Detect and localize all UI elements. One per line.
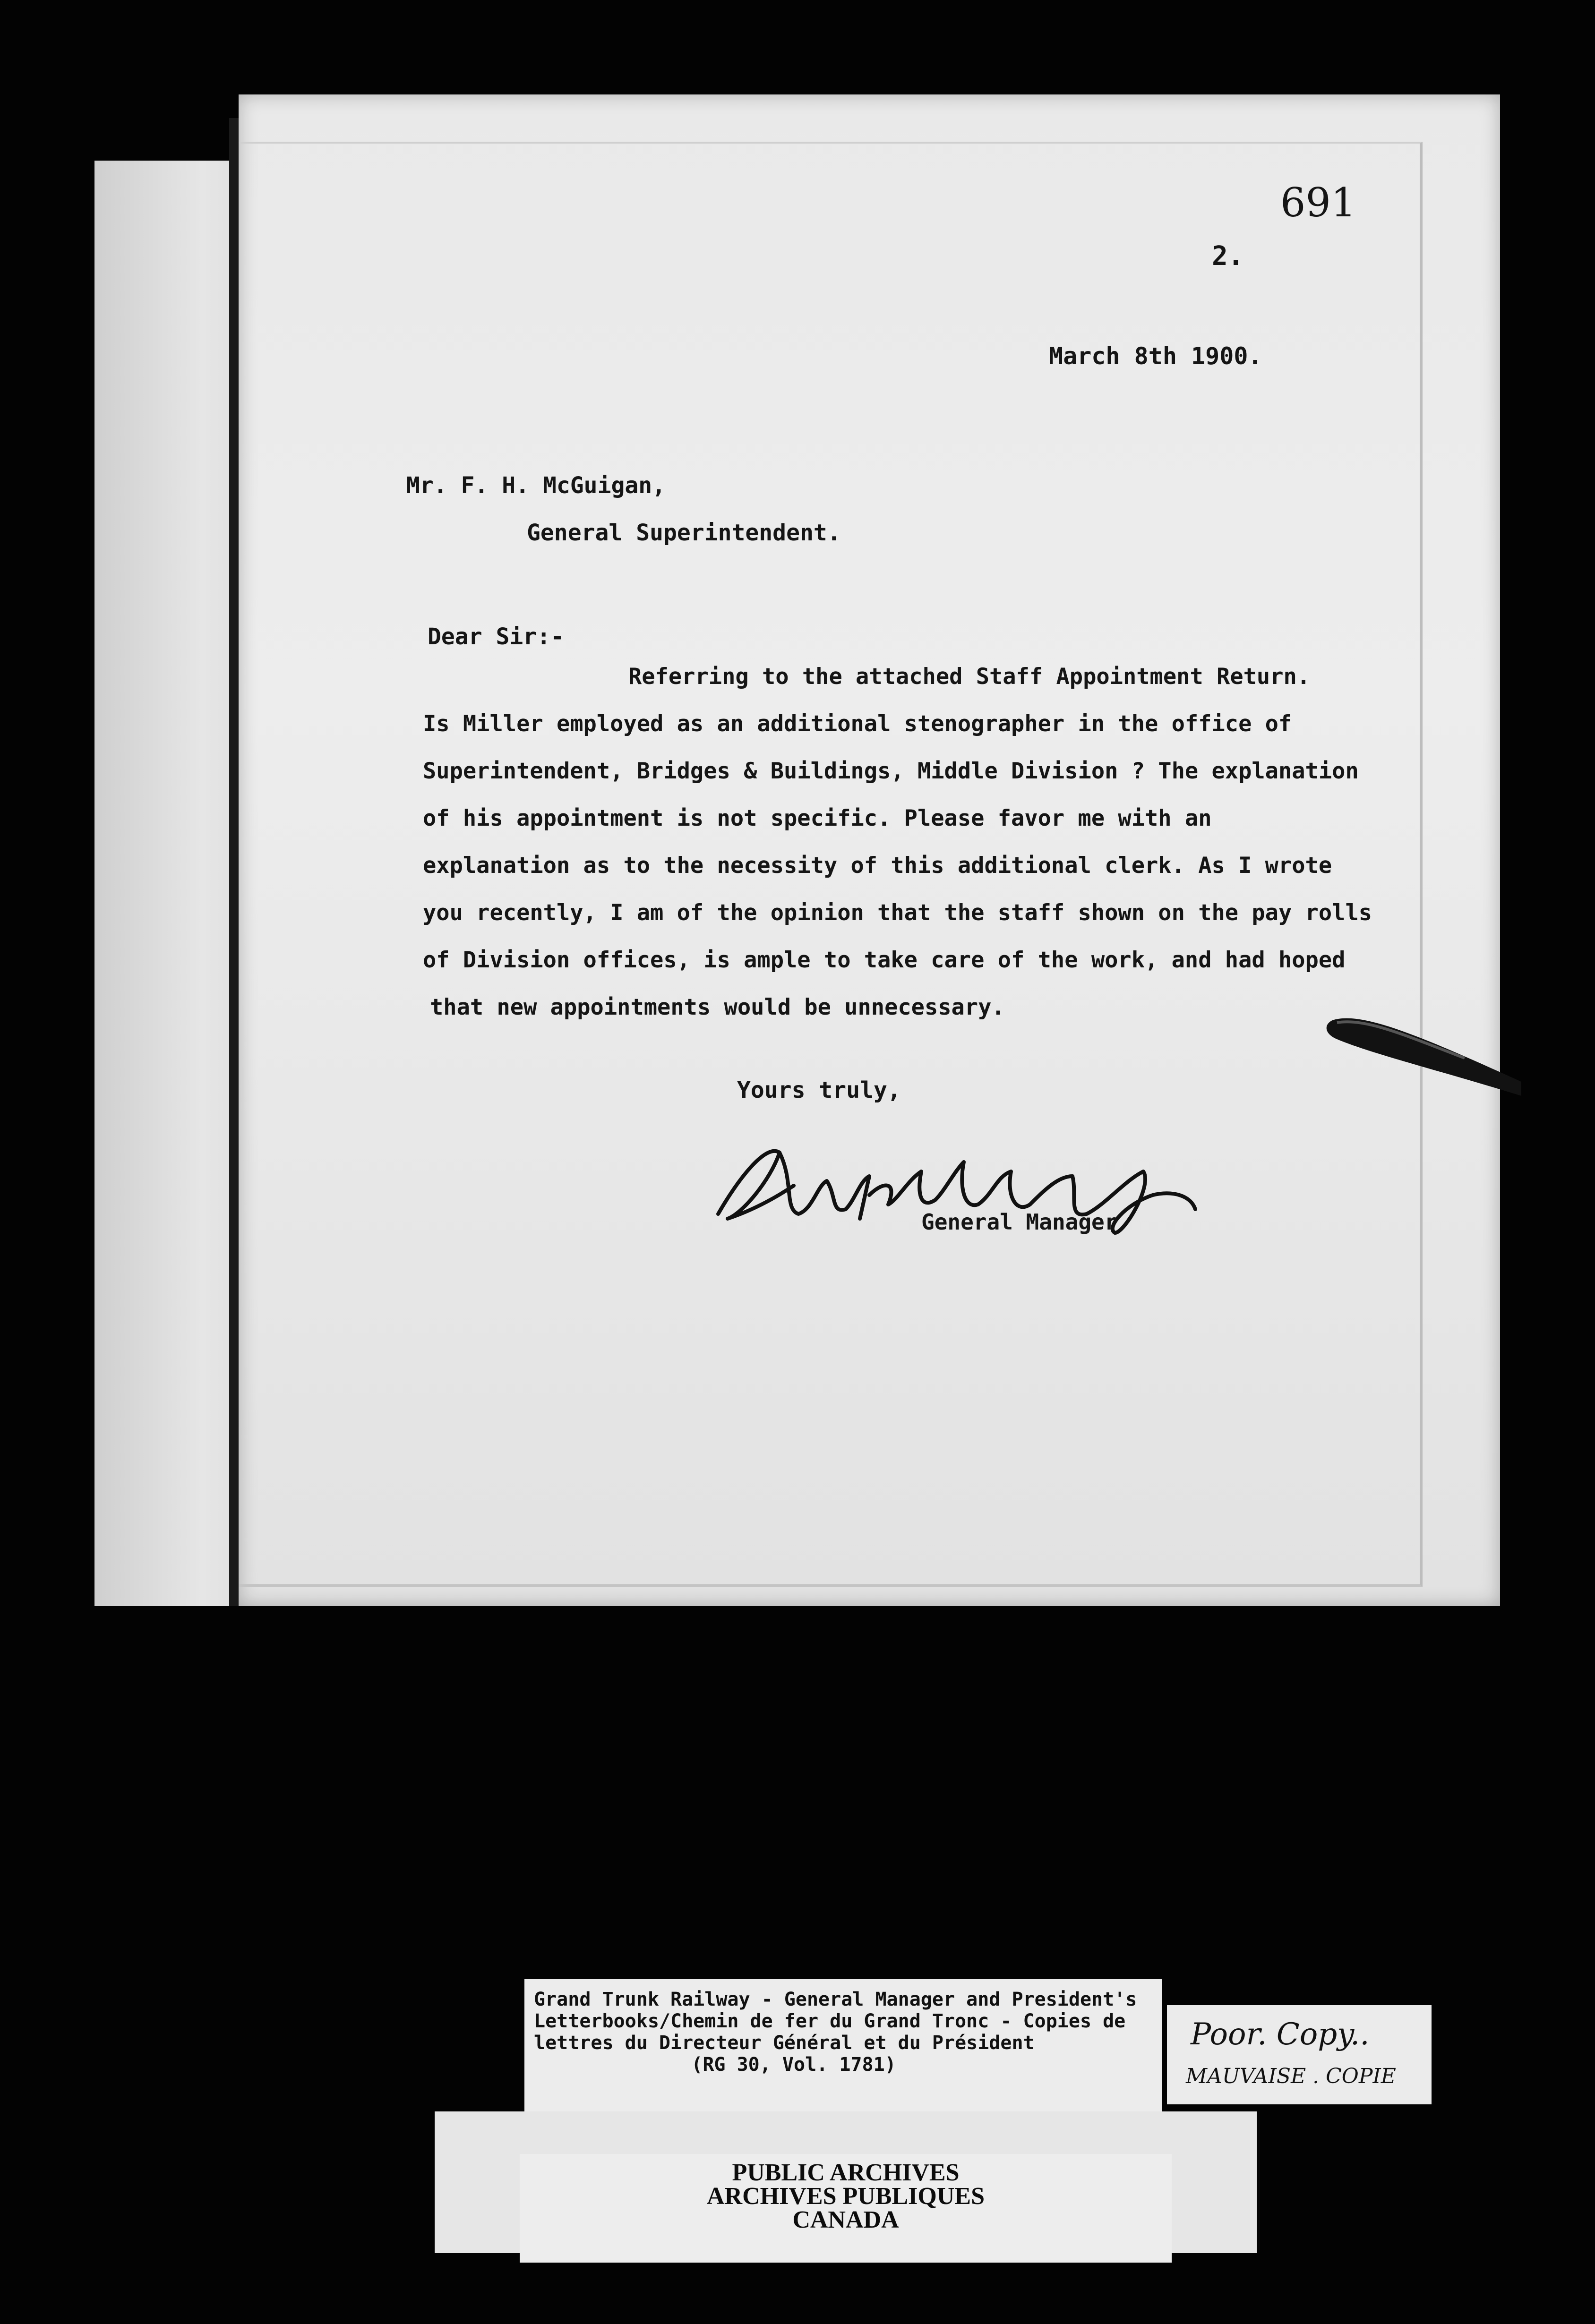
signer-title: General Manager	[921, 1209, 1118, 1235]
closing: Yours truly,	[737, 1077, 901, 1103]
body-line: Superintendent, Bridges & Buildings, Middle Division ? The explanation	[423, 758, 1359, 784]
archive-stamp-line: ARCHIVES PUBLIQUES	[706, 2183, 985, 2210]
archive-label-line: Letterbooks/Chemin de fer du Grand Tronc - Copies de	[534, 2010, 1126, 2032]
body-line: Referring to the attached Staff Appointment Return.	[628, 664, 1311, 690]
archive-label-line: Grand Trunk Railway - General Manager and President's	[534, 1989, 1137, 2010]
archive-stamp-line: CANADA	[792, 2206, 899, 2233]
archive-reference: (RG 30, Vol. 1781)	[691, 2054, 896, 2076]
letter-sheet	[239, 94, 1500, 1606]
archive-label-text	[534, 1989, 1148, 2076]
body-line: that new appointments would be unnecessary.	[430, 994, 1005, 1020]
archive-stamp-text	[520, 2161, 1172, 2232]
recipient-title: General Superintendent.	[527, 520, 841, 546]
quality-note-french: MAUVAISE . COPIE	[1186, 2064, 1396, 2088]
recipient-name: Mr. F. H. McGuigan,	[406, 472, 666, 499]
body-line: of his appointment is not specific. Please favor me with an	[423, 805, 1212, 831]
body-line: explanation as to the necessity of this additional clerk. As I wrote	[423, 853, 1332, 879]
salutation: Dear Sir:-	[428, 624, 564, 650]
sheet-number: 2.	[1212, 241, 1244, 272]
letter-date: March 8th 1900.	[1049, 342, 1262, 370]
body-line: you recently, I am of the opinion that the staff shown on the pay rolls	[423, 900, 1372, 926]
archive-label-line: lettres du Directeur Général et du Président	[534, 2032, 1035, 2054]
body-line: of Division offices, is ample to take care of the work, and had hoped	[423, 947, 1346, 973]
body-line: Is Miller employed as an additional stenographer in the office of	[423, 711, 1292, 737]
pen-tip	[1323, 1001, 1521, 1096]
archive-stamp-line: PUBLIC ARCHIVES	[732, 2159, 960, 2186]
quality-note-english: Poor. Copy..	[1191, 2017, 1370, 2052]
page-number: 691	[1280, 179, 1356, 226]
